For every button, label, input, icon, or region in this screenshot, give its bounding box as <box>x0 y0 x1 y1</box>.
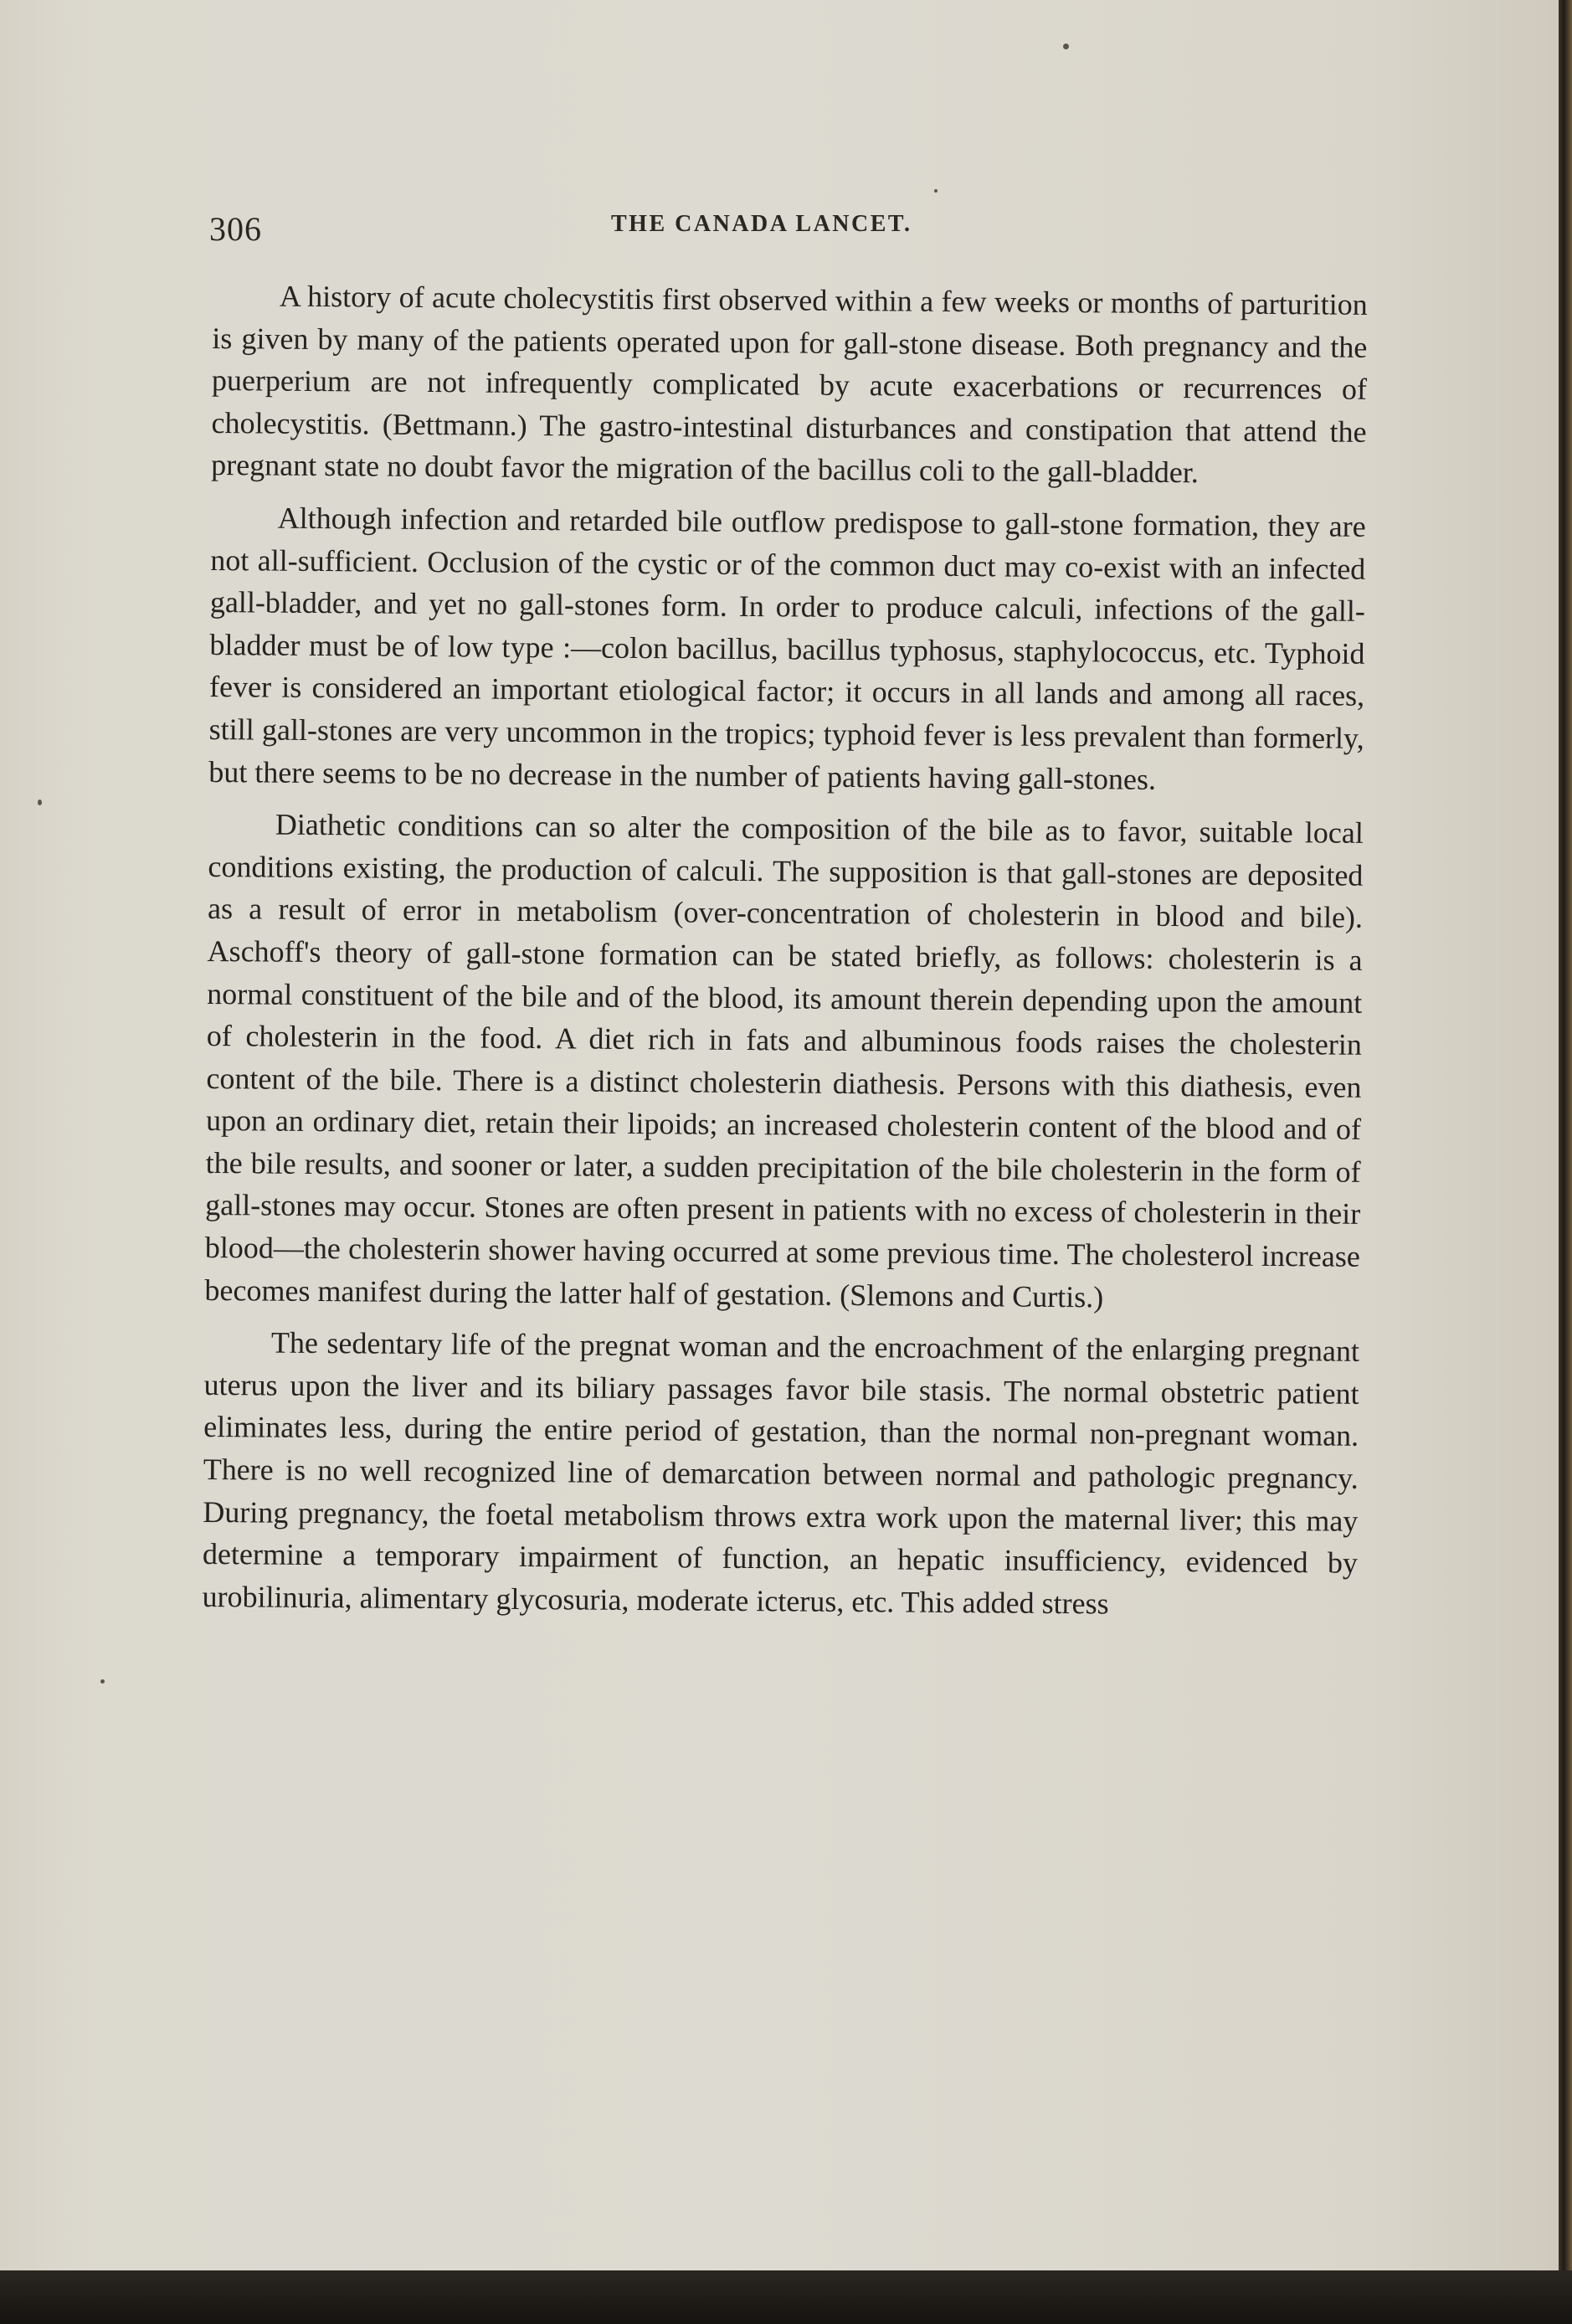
paragraph-diathetic-conditions: Diathetic conditions can so alter the composition of the bile as to favor, suitable local conditions existing, the production of calculi. The supposition is that gall-stones are deposited as a result of error in metabolism (over-concentration of cholesterin in blood and bile). Aschoff's theory of gall-stone formation can be stated briefly, as follows: cholesterin is a normal constituent of the bile and of the blood, its amount therein depending upon the amount of cholesterin in the food. A diet rich in fats and albuminous foods raises the cholesterin content of the bile. There is a distinct cholesterin diathesis. Persons with this diathesis, even upon an ordinary diet, retain their lipoids; an increased cholesterin content of the blood and of the bile results, and sooner or later, a sudden precipitation of the bile cholesterin in the form of gall-stones may occur. Stones are often present in patients with no excess of cholesterin in their blood—the cholesterin shower having occurred at some previous time. The cholesterol increase becomes manifest during the latter half of gestation. (Slemons and Curtis.) <box>204 807 1364 1314</box>
page-edge-shadow <box>1559 0 1572 2324</box>
body-text <box>202 275 1368 1637</box>
running-head: THE CANADA LANCET. <box>611 211 912 237</box>
paragraph-cholecystitis-history: A history of acute cholecystitis first observed within a few weeks or months of parturition is given by many of the patients operated upon for gall-stone disease. Both pregnancy and the puerperium are not infrequently complicated by acute exacerbations or recurrences of cholecystitis. (Bettmann.) The gastro-intestinal disturbances and constipation that attend the pregnant state no doubt favor the migration of the bacillus coli to the gall-bladder. <box>211 279 1368 490</box>
paper-speck <box>934 189 938 193</box>
page-number: 306 <box>209 210 262 248</box>
page-bottom-shadow <box>0 2270 1572 2324</box>
paper-speck <box>38 800 42 805</box>
paper-speck <box>100 1679 105 1684</box>
paragraph-sedentary-life: The sedentary life of the pregnat woman and the encroachment of the enlarging pregnant uterus upon the liver and its biliary passages favor bile stasis. The normal obstetric patient eliminates less, during the entire period of gestation, than the normal non-pregnant woman. There is no well recognized line of demarcation between normal and pathologic pregnancy. During pregnancy, the foetal metabolism throws extra work upon the maternal liver; this may determine a temporary impairment of function, an hepatic insufficiency, evidenced by urobilinuria, alimentary glycosuria, moderate icterus, etc. This added stress <box>202 1325 1360 1621</box>
page-header <box>209 201 1373 251</box>
paper-speck <box>1063 44 1069 49</box>
paragraph-infection-factors: Although infection and retarded bile outflow predispose to gall-stone formation, they are not all-sufficient. Occlusion of the cystic or of the common duct may co-exist with an infected gall-bladder, and yet no gall-stones form. In order to produce calculi, infections of the gall-bladder must be of low type :—colon bacillus, bacillus typhosus, staphylococcus, etc. Typhoid fever is considered an important etiological factor; it occurs in all lands and among all races, still gall-stones are very uncommon in the tropics; typhoid fever is less prevalent than formerly, but there seems to be no decrease in the number of patients having gall-stones. <box>208 501 1366 796</box>
